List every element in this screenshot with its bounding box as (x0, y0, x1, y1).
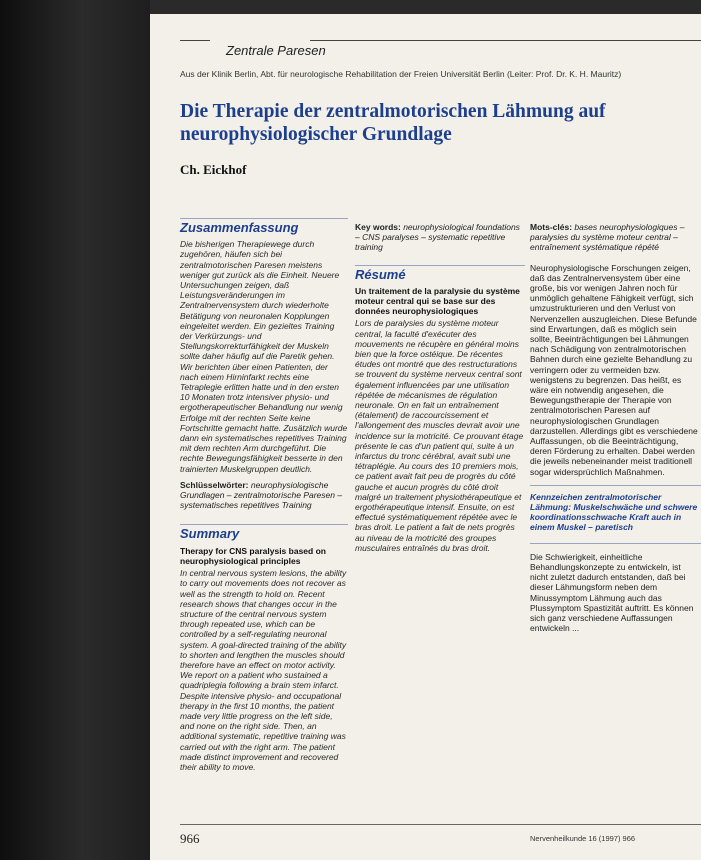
summary-keywords (355, 222, 525, 253)
column-3 (530, 218, 701, 639)
keywords-label-en: Key words: (355, 222, 401, 232)
scan-shadow (0, 0, 150, 860)
journal-reference: Nervenheilkunde 16 (1997) 966 (530, 834, 636, 843)
summary-subtitle: Therapy for CNS paralysis based on neurophysiological principles (180, 545, 326, 566)
resume-heading: Résumé (355, 265, 525, 280)
summary-heading: Summary (180, 524, 348, 539)
keywords-de: neurophysiologische Grundlagen – zentralmotorische Paresen – systematisches repetitives Training (180, 479, 343, 511)
section-header (170, 32, 701, 58)
keywords-fr: bases neurophysiologiques – paralysies du système moteur central – entraînement systématique répété (530, 222, 685, 253)
section-label: Zentrale Paresen (222, 43, 330, 58)
header-rule-left (180, 40, 210, 41)
article-author: Ch. Eickhof (180, 162, 247, 177)
resume-subtitle: Un traitement de la paralysie du système moteur central qui se base sur des données neurophysiologiques (355, 285, 520, 317)
body-paragraph-1: Neurophysiologische Forschungen zeigen, daß das Zentralnervensystem über eine große, bis vor wenigen Jahren noch für unmöglich gehaltene Fähigkeit verfügt, sich umzustrukturieren und den Verlust von Nervenzellen auszugleichen. Diese Befunde sind Erwartungen, daß es möglich sein sollte, Beeinträchtigungen bei Lähmungen nach Schädigung von zentralmotorischen Bahnen durch eine gezielte Behandlung zu verringern oder zu vermeiden bzw. wenigstens zu begrenzen. Das heißt, es wäre ein notwendig angesehen, die Bewegungstherapie der Therapie von zentralmotorischen Paresen auf neurophysiologischen Grundlagen darzustellen. Allerdings gibt es verschiedene Auffassungen, ob die Beeinträchtigung, deren Förderung zu erhalten. Dabei werden die jeweils nebeneinander meist traditionell sogar widersprüchlich Maßnahmen. (530, 262, 698, 477)
body-paragraph-2: Die Schwierigkeit, einheitliche Behandlungskonzepte zu entwickeln, ist nicht zuletzt dadurch entstanden, daß bei dieser Lähmungsform neben dem Minussymptom Lähmung auch das Plussymptom Spastizität auftritt. Es können sich ganz verschiedene Auffassungen entwickeln ... (530, 551, 694, 634)
keywords-label-de: Schlüsselwörter: (180, 479, 249, 490)
summary-text: In central nervous system lesions, the ability to carry out movements does not recover as well as the strength to hold on. Recent research shows that changes occur in the structure of the central nervous system through repeated use, which can be controlled by a self-regulating neuronal system. A goal-directed training of the ability to shorten and lengthen the muscles should therefore have an effect on motor activity. We report on a patient who sustained a quadriplegia following a brain stem infarct. Despite intensive physio- and occupational therapy in the first 10 months, the patient made very little progress on the left side, and none on the right side. Then, an additional systematic, repetitive training was carried out with the right arm. The patient made distinct improvement and recovered their ability to move. (180, 568, 347, 772)
article-title: Die Therapie der zentralmotorischen Lähmung auf neurophysiologischer Grundlage (180, 101, 606, 145)
header-rule-right (310, 40, 701, 41)
column-2 (355, 218, 525, 559)
zusammenfassung-heading: Zusammenfassung (180, 218, 348, 233)
page-number: 966 (180, 831, 200, 846)
highlight-box (530, 485, 701, 544)
keywords-label-fr: Mots-clés: (530, 222, 573, 232)
zusammenfassung-keywords (180, 480, 348, 511)
resume-text: Lors de paralysies du système moteur central, la faculté d'exécuter des mouvements ne récupère en général moins bien que la force ostéique. De récentes études ont montré que des restructurations se trouvent du système nerveux central sont également influencées par une utilisation répétée de mécanismes de régulation neuronale. On en fait un entraînement (étalement) de raccourcissement et l'allongement des muscles devrait avoir une incidence sur la motricité. Ce prouvant étage présente le cas d'un patient qui, suite à un infarctus du tronc cérébral, avait subi une tétraplégie. Au cours des 10 premiers mois, ce patient avait fait peu de progrès du côté gauche et aucun progrès du côté droit malgré un traitement physiothérapeutique et ergothérapeutique intensif. Ensuite, on est effectué systématiquement répétée avec le bras droit. Le patient a fait de nets progrès au niveau de la motricité des groupes musculaires entraînés du bras droit. (355, 318, 524, 553)
keywords-en: neurophysiological foundations – CNS paralyses – systematic repetitive training (355, 222, 520, 253)
column-1 (180, 218, 348, 778)
affiliation: Aus der Klinik Berlin, Abt. für neurologische Rehabilitation der Freien Universität Berlin (Leiter: Prof. Dr. K. H. Mauritz) (180, 69, 622, 79)
zusammenfassung-text: Die bisherigen Therapiewege durch zugehören, häufen sich bei zentralmotorischen Paresen meistens weniger gut zurück als die Einheit. Neuere Untersuchungen zeigen, daß Leistungsveränderungen im Zentralnervensystem durch wiederholte Betätigung von neuronalen Kopplungen eingeleitet werden. Ein gezieltes Training der Verkürzungs- und Stellungskorrekturfähigkeit der Muskeln sollte daher häufig auf die Paretik gehen. Wir berichten über einen Patienten, der nach einem Hirninfarkt rechts eine Tetraplegie erlitten hatte und in den ersten 10 Monaten trotz intensiver physio- und ergotherapeutischer Behandlung nur wenig Erfolge mit der rechten Seite keine Fortschritte gemacht hatte. Zusätzlich wurde dann ein systematisches repetitives Training mit dem rechten Arm durchgeführt. Die rechte Bewegungsfähigkeit besserte in den trainierten Muskelgruppen deutlich. (180, 239, 348, 474)
footer-rule (180, 824, 701, 825)
article-page (150, 14, 701, 860)
resume-keywords (530, 222, 701, 253)
highlight-box-heading: Kennzeichen zentralmotorischer Lähmung: Muskelschwäche und schwere koordinationsschwache Kraft auch in einem Muskel – paretisch (530, 491, 698, 533)
